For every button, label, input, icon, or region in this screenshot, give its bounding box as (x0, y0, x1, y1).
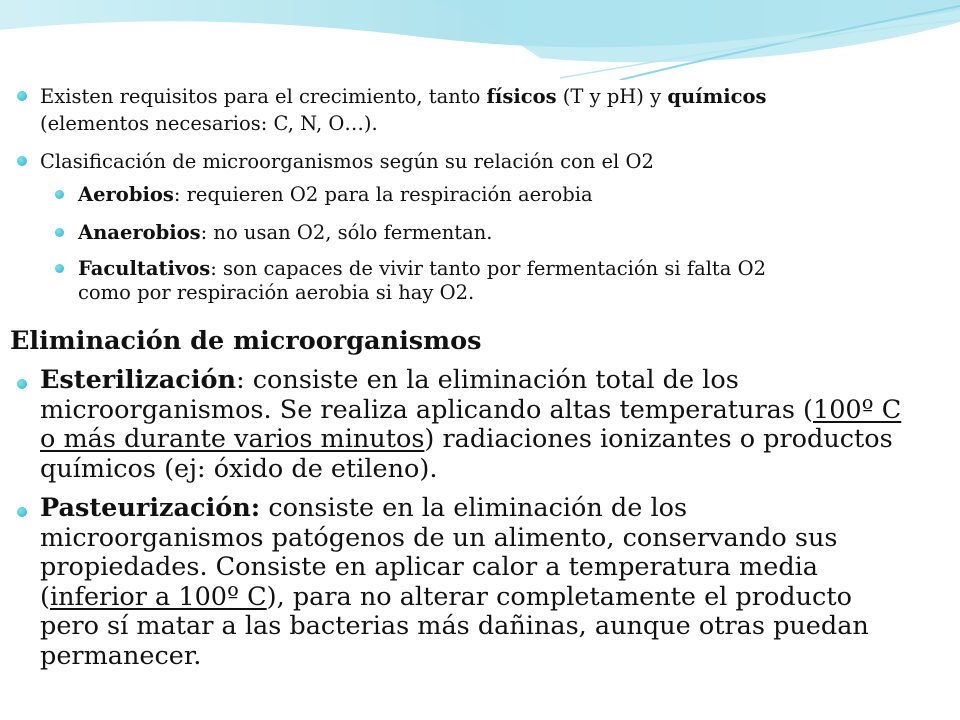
sub-bullet-icon (55, 228, 64, 237)
section-heading: Eliminación de microorganismos (10, 326, 482, 356)
sub-bullet-icon (55, 264, 64, 273)
sub-bullet-aerobios: Aerobios: requieren O2 para la respiración aerobia (78, 183, 593, 206)
bullet-text-requisitos: Existen requisitos para el crecimiento, tanto físicos (T y pH) y químicos (elementos necesarios: C, N, O…). (40, 85, 767, 135)
bullet-icon (17, 507, 27, 517)
sub-bullet-facultativos: Facultativos: son capaces de vivir tanto por fermentación si falta O2 como por respiración aerobia si hay O2. (78, 257, 766, 304)
bullet-icon (17, 156, 27, 166)
sub-bullet-anaerobios: Anaerobios: no usan O2, sólo fermentan. (78, 221, 493, 244)
sub-bullet-icon (55, 190, 64, 199)
bullet-text-pasteurizacion: Pasteurización: consiste en la eliminación de los microorganismos patógenos de un alimento, conservando sus propiedades. Consiste en aplicar calor a temperatura media (inferior a 100º C), para no alterar completamente el producto pero sí matar a las bacterias más dañinas, aunque otras puedan permanecer. (40, 493, 869, 671)
bullet-icon (17, 379, 27, 389)
bullet-text-clasificacion: Clasificación de microorganismos según su relación con el O2 (40, 150, 654, 173)
bullet-icon (17, 91, 27, 101)
bullet-text-esterilizacion: Esterilización: consiste en la eliminación total de los microorganismos. Se realiza aplicando altas temperaturas (100º C o más durante varios minutos) radiaciones ionizantes o productos químicos (ej: óxido de etileno). (40, 365, 902, 484)
